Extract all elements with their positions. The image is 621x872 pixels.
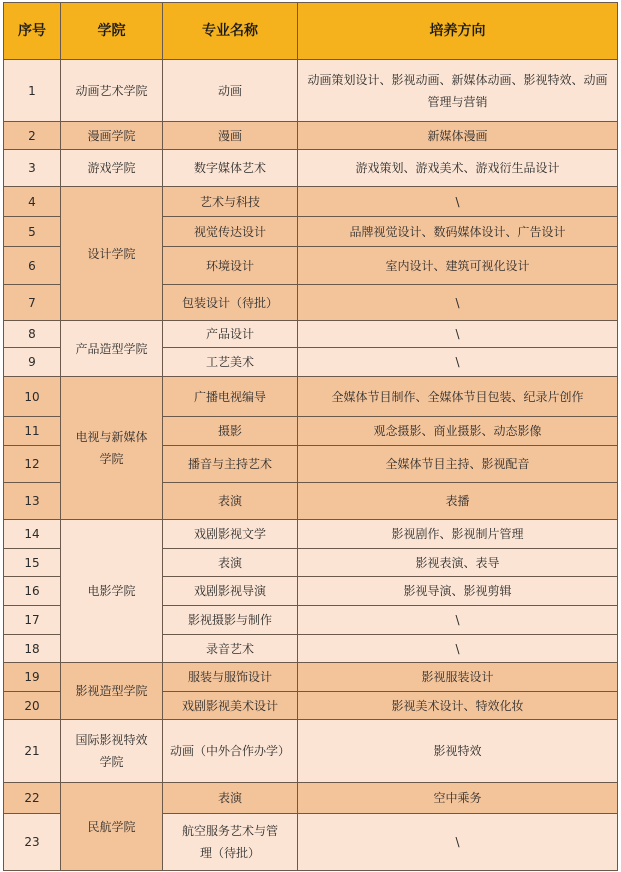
header-major: 专业名称 bbox=[163, 3, 298, 60]
row-seq: 11 bbox=[4, 417, 61, 446]
table-row bbox=[4, 720, 618, 783]
row-seq: 18 bbox=[4, 635, 61, 663]
table-row bbox=[4, 783, 618, 814]
row-direction: \ bbox=[298, 285, 618, 321]
row-major: 录音艺术 bbox=[163, 635, 298, 663]
row-seq: 19 bbox=[4, 663, 61, 692]
row-major: 戏剧影视文学 bbox=[163, 520, 298, 549]
row-seq: 8 bbox=[4, 321, 61, 348]
row-major: 工艺美术 bbox=[163, 348, 298, 377]
row-seq: 1 bbox=[4, 60, 61, 122]
row-major: 视觉传达设计 bbox=[163, 217, 298, 247]
row-direction: 影视服装设计 bbox=[298, 663, 618, 692]
row-major: 影视摄影与制作 bbox=[163, 606, 298, 635]
row-major: 包装设计（待批） bbox=[163, 285, 298, 321]
table-row bbox=[4, 377, 618, 417]
row-direction: 新媒体漫画 bbox=[298, 122, 618, 150]
table-row bbox=[4, 187, 618, 217]
row-major: 戏剧影视导演 bbox=[163, 577, 298, 606]
header-direction: 培养方向 bbox=[298, 3, 618, 60]
row-major bbox=[163, 814, 298, 871]
row-direction: 影视特效 bbox=[298, 720, 618, 783]
table-row bbox=[4, 60, 618, 122]
table-row bbox=[4, 520, 618, 549]
row-seq: 17 bbox=[4, 606, 61, 635]
row-direction: 影视表演、表导 bbox=[298, 549, 618, 577]
majors-table bbox=[3, 2, 618, 871]
row-college: 民航学院 bbox=[61, 783, 163, 871]
row-direction: 全媒体节目制作、全媒体节目包装、纪录片创作 bbox=[298, 377, 618, 417]
table-row bbox=[4, 321, 618, 348]
row-seq: 3 bbox=[4, 150, 61, 187]
row-college: 动画艺术学院 bbox=[61, 60, 163, 122]
row-direction: 品牌视觉设计、数码媒体设计、广告设计 bbox=[298, 217, 618, 247]
row-major: 动画 bbox=[163, 60, 298, 122]
row-college: 设计学院 bbox=[61, 187, 163, 321]
row-seq: 22 bbox=[4, 783, 61, 814]
table-row bbox=[4, 150, 618, 187]
row-seq: 7 bbox=[4, 285, 61, 321]
row-direction: 表播 bbox=[298, 483, 618, 520]
row-major: 戏剧影视美术设计 bbox=[163, 692, 298, 720]
row-seq: 23 bbox=[4, 814, 61, 871]
row-major: 广播电视编导 bbox=[163, 377, 298, 417]
row-seq: 2 bbox=[4, 122, 61, 150]
header-college: 学院 bbox=[61, 3, 163, 60]
row-major: 表演 bbox=[163, 549, 298, 577]
row-seq: 6 bbox=[4, 247, 61, 285]
row-direction: \ bbox=[298, 635, 618, 663]
row-major: 环境设计 bbox=[163, 247, 298, 285]
major-label: 航空服务艺术与管理（待批） bbox=[181, 824, 278, 860]
table-row bbox=[4, 122, 618, 150]
row-college: 产品造型学院 bbox=[61, 321, 163, 377]
row-major: 表演 bbox=[163, 783, 298, 814]
row-direction: 影视美术设计、特效化妆 bbox=[298, 692, 618, 720]
row-seq: 15 bbox=[4, 549, 61, 577]
row-direction: 影视导演、影视剪辑 bbox=[298, 577, 618, 606]
row-seq: 21 bbox=[4, 720, 61, 783]
table-row bbox=[4, 663, 618, 692]
row-direction: 影视剧作、影视制片管理 bbox=[298, 520, 618, 549]
row-major: 服装与服饰设计 bbox=[163, 663, 298, 692]
row-direction: 全媒体节目主持、影视配音 bbox=[298, 446, 618, 483]
row-college: 影视造型学院 bbox=[61, 663, 163, 720]
row-seq: 5 bbox=[4, 217, 61, 247]
row-major: 摄影 bbox=[163, 417, 298, 446]
row-direction: \ bbox=[298, 348, 618, 377]
row-seq: 16 bbox=[4, 577, 61, 606]
row-direction: 游戏策划、游戏美术、游戏衍生品设计 bbox=[298, 150, 618, 187]
row-direction: \ bbox=[298, 814, 618, 871]
row-seq: 12 bbox=[4, 446, 61, 483]
row-seq: 14 bbox=[4, 520, 61, 549]
row-direction: 动画策划设计、影视动画、新媒体动画、影视特效、动画管理与营销 bbox=[298, 60, 618, 122]
college-label: 电视与新媒体学院 bbox=[75, 430, 148, 466]
row-college: 电影学院 bbox=[61, 520, 163, 663]
row-seq: 13 bbox=[4, 483, 61, 520]
row-direction: 观念摄影、商业摄影、动态影像 bbox=[298, 417, 618, 446]
row-seq: 10 bbox=[4, 377, 61, 417]
row-direction: \ bbox=[298, 187, 618, 217]
row-direction: 空中乘务 bbox=[298, 783, 618, 814]
row-direction: \ bbox=[298, 321, 618, 348]
table-header-row bbox=[4, 3, 618, 60]
row-seq: 20 bbox=[4, 692, 61, 720]
row-college bbox=[61, 377, 163, 520]
row-major: 表演 bbox=[163, 483, 298, 520]
header-seq: 序号 bbox=[4, 3, 61, 60]
row-seq: 4 bbox=[4, 187, 61, 217]
row-direction: 室内设计、建筑可视化设计 bbox=[298, 247, 618, 285]
row-major: 漫画 bbox=[163, 122, 298, 150]
row-college bbox=[61, 720, 163, 783]
row-college: 游戏学院 bbox=[61, 150, 163, 187]
row-direction: \ bbox=[298, 606, 618, 635]
row-major: 播音与主持艺术 bbox=[163, 446, 298, 483]
row-seq: 9 bbox=[4, 348, 61, 377]
row-college: 漫画学院 bbox=[61, 122, 163, 150]
row-major: 艺术与科技 bbox=[163, 187, 298, 217]
row-major: 数字媒体艺术 bbox=[163, 150, 298, 187]
row-major: 动画（中外合作办学） bbox=[163, 720, 298, 783]
row-major: 产品设计 bbox=[163, 321, 298, 348]
college-label: 国际影视特效学院 bbox=[75, 733, 148, 769]
